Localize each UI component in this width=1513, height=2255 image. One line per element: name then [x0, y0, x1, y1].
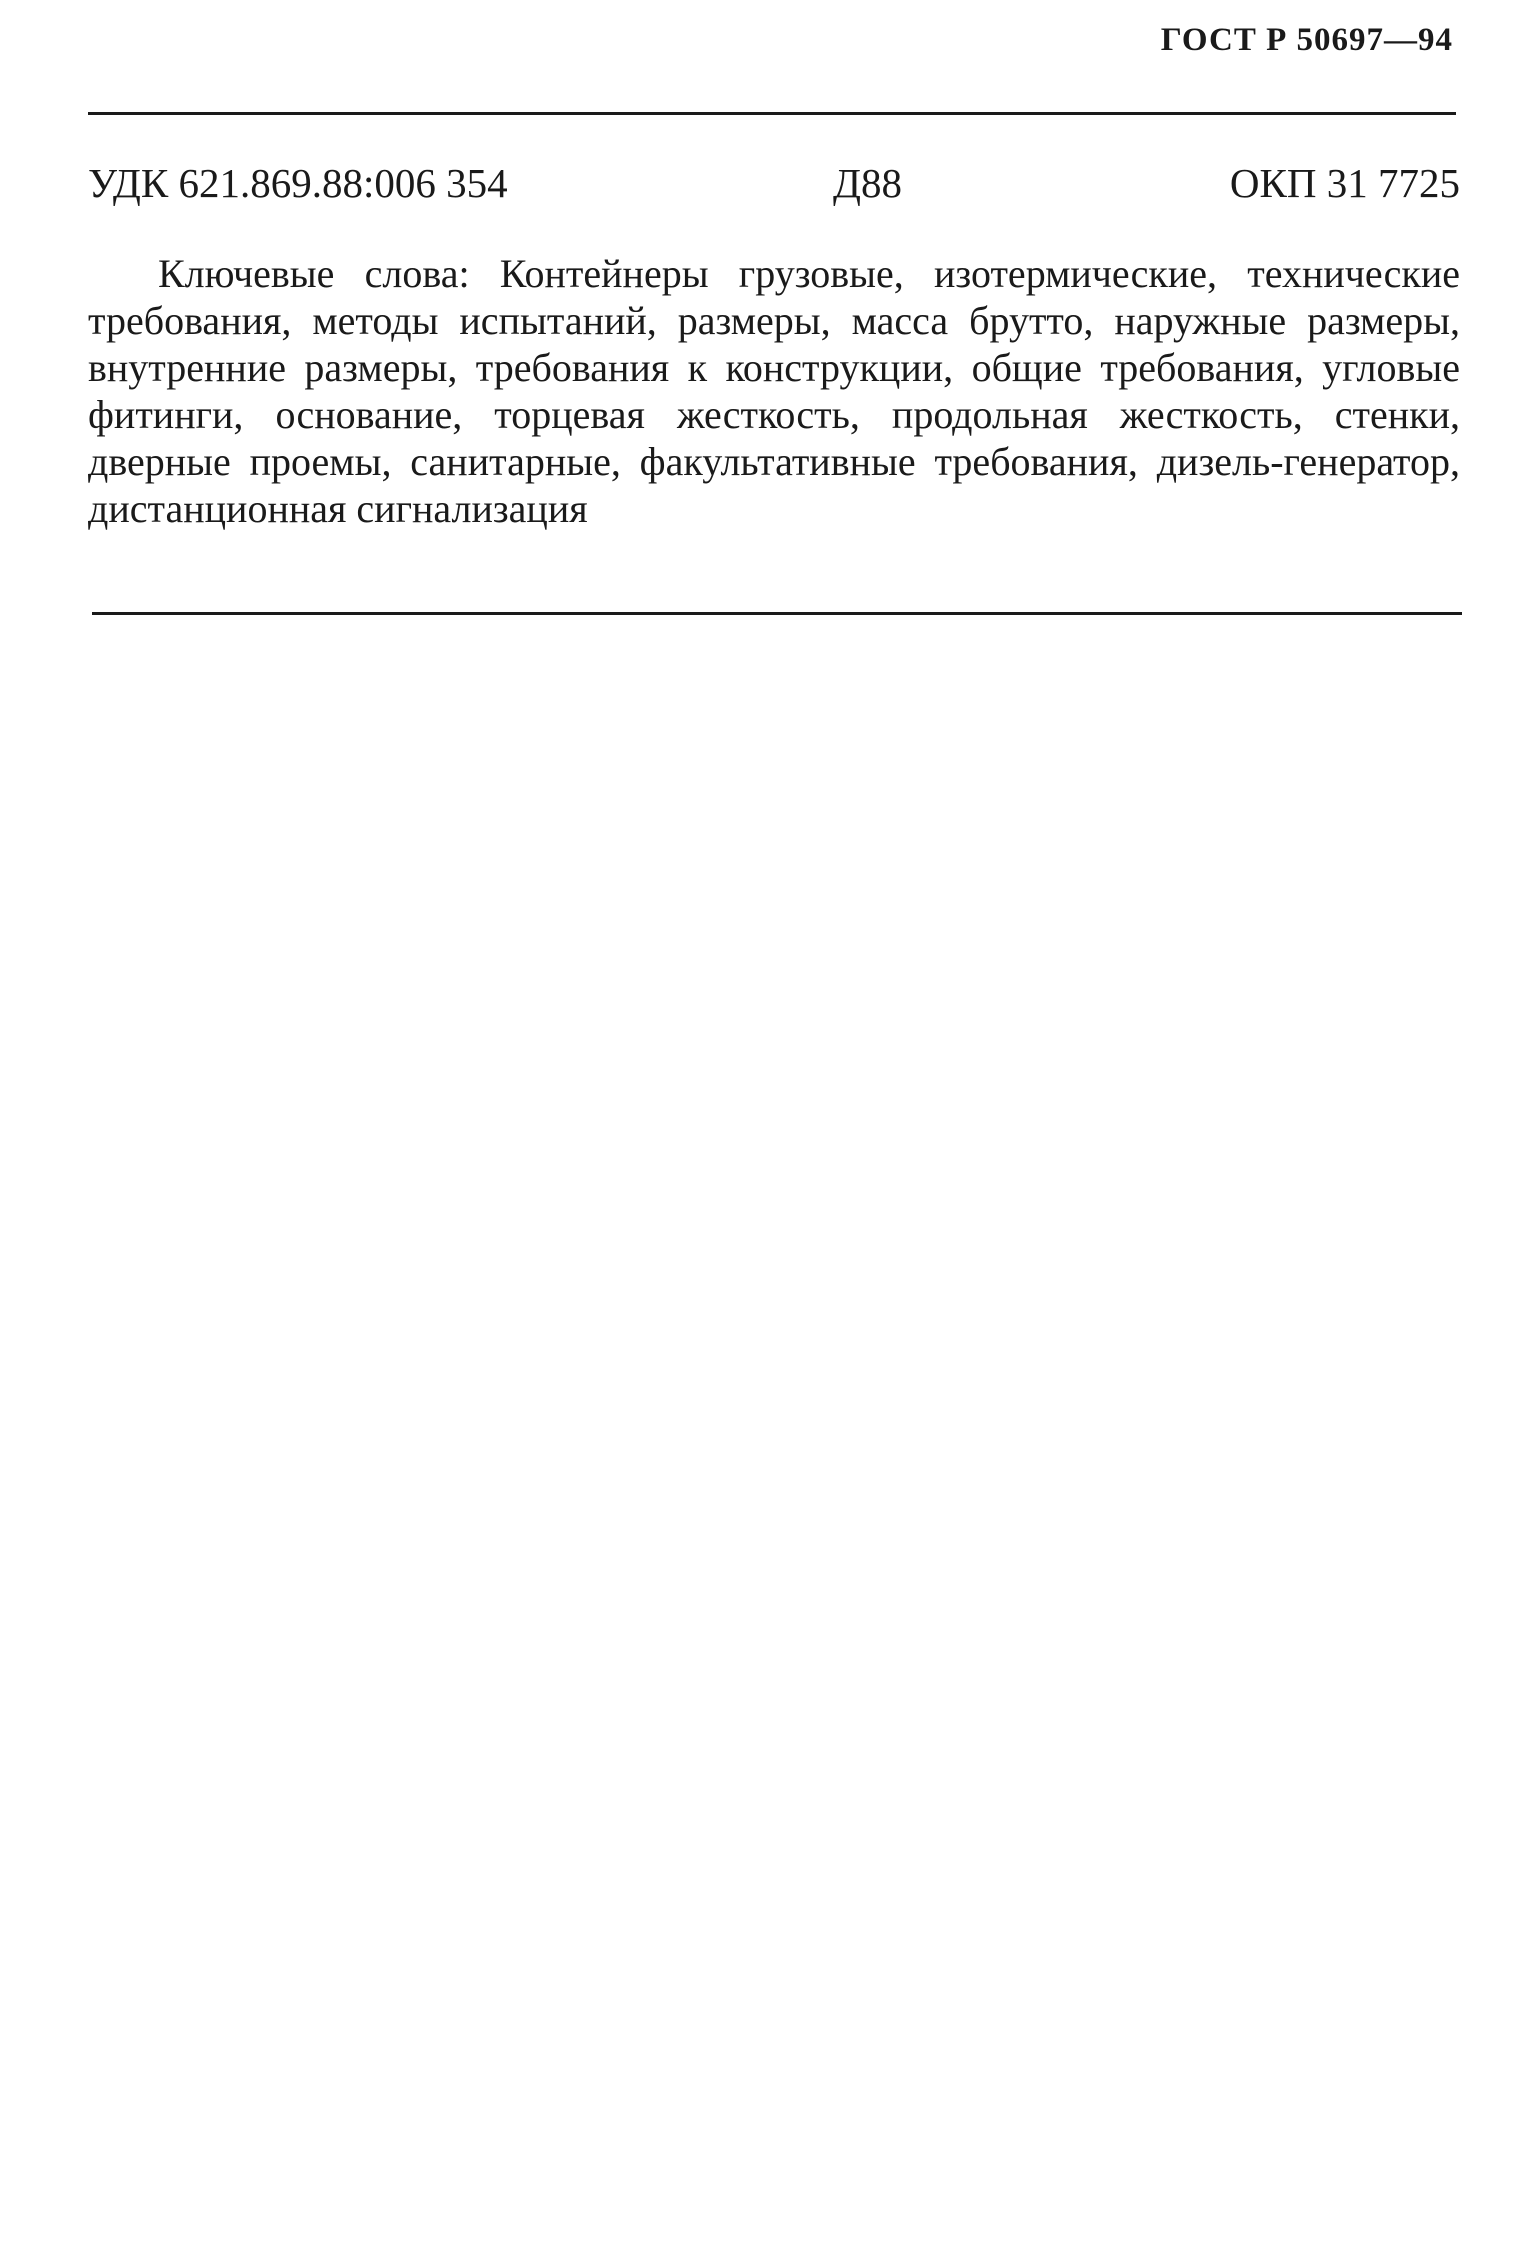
standard-number: ГОСТ Р 50697—94: [1160, 22, 1453, 58]
keywords-paragraph: Ключевые слова: Контейнеры грузовые, изотермические, технические требования, методы испытаний, размеры, масса брутто, наружные размеры, внутренние размеры, требования к конструкции, общие требования, угловые фитинги, основание, торцевая жесткость, продольная жесткость, стенки, дверные проемы, санитарные, факультативные требования, дизель-генератор, дистанционная сигнализация: [88, 251, 1460, 531]
group-code: Д88: [833, 160, 902, 206]
top-divider: [88, 112, 1456, 115]
bottom-divider: [92, 612, 1462, 615]
classification-row: [88, 158, 1460, 218]
udk-code: УДК 621.869.88:006 354: [88, 160, 508, 206]
okp-code: ОКП 31 7725: [1229, 160, 1460, 206]
